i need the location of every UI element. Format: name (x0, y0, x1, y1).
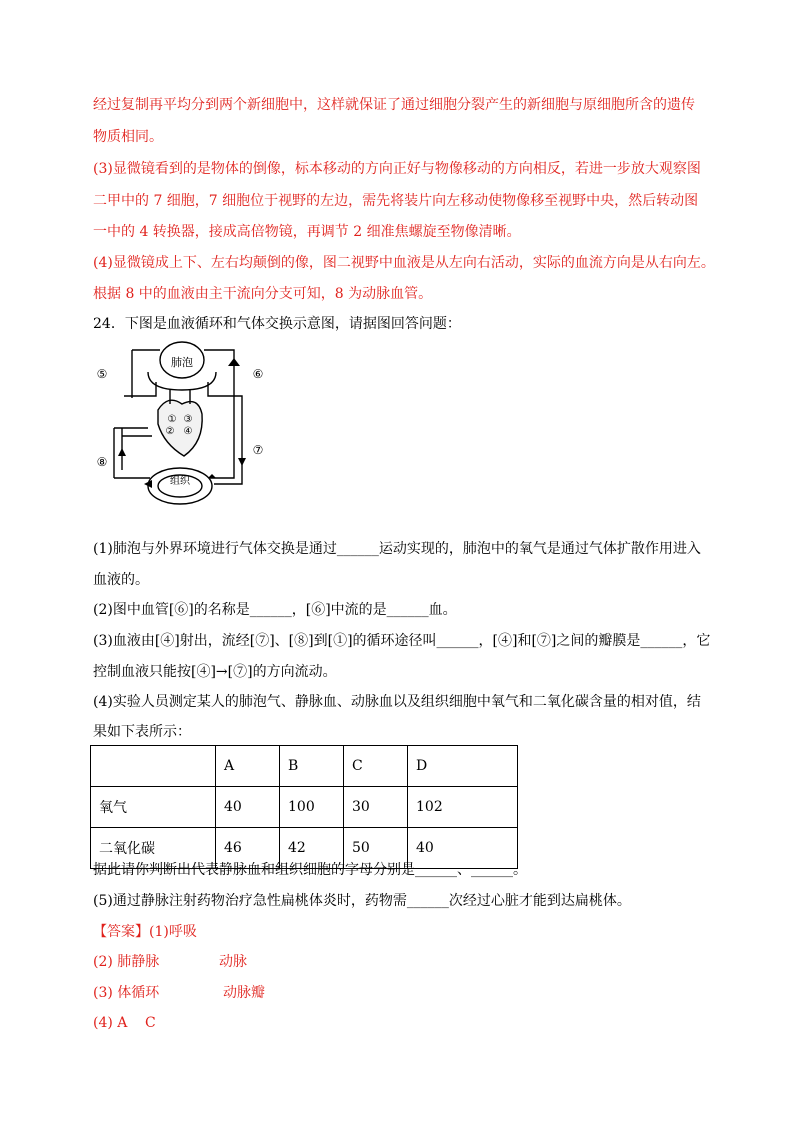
question-5: (5)通过静脉注射药物治疗急性扁桃体炎时，药物需______次经过心脏才能到达扁桃体。 (93, 893, 631, 909)
answer-2-b: 动脉 (219, 954, 247, 970)
question-1-line-2: 血液的。 (93, 572, 149, 588)
question-4-line-3: 据此请你判断出代表静脉血和组织细胞的字母分别是______、______。 (93, 862, 527, 878)
explanation-line-2: 物质相同。 (93, 129, 163, 145)
table-header: B (280, 746, 344, 787)
table-cell: 氧气 (91, 787, 216, 828)
table-cell: 42 (280, 828, 344, 869)
table-header: A (216, 746, 280, 787)
answer-key-label: 【答案】 (93, 924, 149, 940)
table-cell (91, 746, 216, 787)
answer-line-3 (93, 983, 265, 1003)
table-cell: 50 (344, 828, 408, 869)
table-header-row (91, 746, 518, 787)
label-2: ② (165, 426, 175, 437)
table-cell: 40 (408, 828, 518, 869)
question-stem: 24．下图是血液循环和气体交换示意图，请据图回答问题： (93, 316, 461, 332)
label-6: ⑥ (252, 367, 264, 381)
gas-content-table (90, 745, 518, 869)
table-cell: 102 (408, 787, 518, 828)
answer-3-b: 动脉瓣 (223, 985, 265, 1001)
question-1-line-1: (1)肺泡与外界环境进行气体交换是通过______运动实现的，肺泡中的氧气是通过气体扩散作用进入 (93, 541, 701, 557)
table-cell: 二氧化碳 (91, 828, 216, 869)
table-header: D (408, 746, 518, 787)
explanation-line-5: 一中的 4 转换器，接成高倍物镜，再调节 2 细准焦螺旋至物像清晰。 (93, 224, 521, 240)
label-3: ③ (183, 414, 193, 425)
table-header: C (344, 746, 408, 787)
explanation-line-7: 根据 8 中的血液由主干流向分支可知，8 为动脉血管。 (93, 286, 433, 302)
answer-line-2 (93, 952, 247, 972)
label-4: ④ (183, 426, 193, 437)
tissue-label: 组织 (170, 476, 190, 487)
question-4-line-2: 果如下表所示： (93, 724, 191, 740)
question-3-line-1: (3)血液由[④]射出，流经[⑦]、[⑧]到[①]的循环途径叫______，[④]和[⑦]之间的瓣膜是______，它 (93, 633, 711, 649)
table-cell: 40 (216, 787, 280, 828)
explanation-line-6: (4)显微镜成上下、左右均颠倒的像，图二视野中血液是从左向右活动，实际的血流方向是从右向左。 (93, 255, 715, 271)
answer-2-a: (2) 肺静脉 (93, 954, 160, 970)
label-8: ⑧ (96, 455, 108, 469)
explanation-line-3: (3)显微镜看到的是物体的倒像，标本移动的方向正好与物像移动的方向相反，若进一步放大观察图 (93, 161, 701, 177)
table-row (91, 787, 518, 828)
answer-4-b: C (145, 1015, 156, 1031)
answer-4-a: (4) A (93, 1015, 128, 1031)
label-7: ⑦ (252, 443, 264, 457)
lung-label: 肺泡 (171, 356, 193, 369)
question-2: (2)图中血管[⑥]的名称是______，[⑥]中流的是______血。 (93, 602, 457, 618)
explanation-line-4: 二甲中的 7 细胞，7 细胞位于视野的左边，需先将装片向左移动使物像移至视野中央，然后转动图 (93, 193, 699, 209)
table-cell: 46 (216, 828, 280, 869)
label-5: ⑤ (96, 367, 108, 381)
explanation-line-1: 经过复制再平均分到两个新细胞中，这样就保证了通过细胞分裂产生的新细胞与原细胞所含的遗传 (93, 97, 695, 113)
table-cell: 30 (344, 787, 408, 828)
answer-line-4 (93, 1013, 156, 1033)
table-cell: 100 (280, 787, 344, 828)
answer-3-a: (3) 体循环 (93, 985, 160, 1001)
answer-1: (1)呼吸 (149, 924, 197, 940)
answer-line-1 (93, 922, 197, 942)
question-3-line-2: 控制血液只能按[④]→[⑦]的方向流动。 (93, 664, 337, 680)
blood-circulation-diagram (92, 338, 272, 510)
question-4-line-1: (4)实验人员测定某人的肺泡气、静脉血、动脉血以及组织细胞中氧气和二氧化碳含量的相对值，结 (93, 694, 701, 710)
label-1: ① (167, 414, 177, 425)
